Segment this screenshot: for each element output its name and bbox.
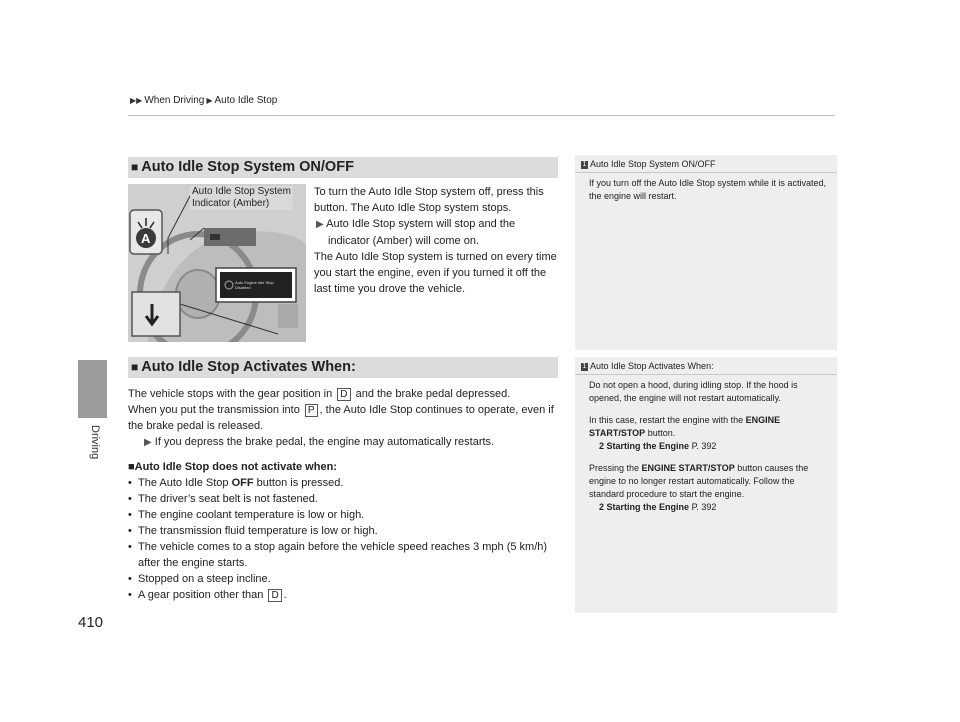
list-item: • The driver’s seat belt is not fastened. (128, 491, 560, 507)
figure-screen-line2: Disabled (235, 285, 251, 290)
breadcrumb-arrow-icon: ▶ (206, 96, 213, 105)
result-arrow-icon: ▶ (144, 437, 152, 448)
svg-text:A: A (141, 231, 151, 246)
section-heading-text: Auto Idle Stop Activates When: (141, 359, 356, 375)
breadcrumb-level2[interactable]: Auto Idle Stop (214, 95, 278, 106)
section1-result-text: Auto Idle Stop system will stop and the indicator (Amber) will come on. (326, 218, 516, 247)
subheading-square-icon: ■ (128, 461, 135, 473)
note-para2: In this case, restart the engine with the ENGINE START/STOP button. 2 Starting the Engine P. 392 (589, 415, 781, 451)
dashboard-figure (128, 184, 306, 342)
section-heading-text: Auto Idle Stop System ON/OFF (141, 159, 354, 175)
list-item: • A gear position other than D . (128, 587, 560, 603)
figure-screen-text (235, 280, 274, 290)
section2-body (128, 386, 560, 603)
note-ref-icon: 1 (582, 363, 587, 370)
note-title-text: Auto Idle Stop System ON/OFF (590, 159, 716, 169)
section2-line2: When you put the transmission into P , the Auto Idle Stop continues to operate, even if the brake pedal is released. (128, 404, 554, 432)
figure-callout-line1: Auto Idle Stop System (192, 186, 291, 197)
result-arrow-icon: ▶ (316, 219, 324, 230)
section2-line1: The vehicle stops with the gear position in D and the brake pedal depressed. (128, 388, 511, 400)
gear-p-indicator: P (305, 404, 318, 417)
list-item: • The vehicle comes to a stop again before the vehicle speed reaches 3 mph (5 km/h) after the engine starts. (128, 539, 560, 571)
note-body (575, 173, 837, 203)
header-divider (128, 115, 835, 116)
note-title (575, 357, 837, 375)
section1-result (314, 216, 558, 249)
gear-d-indicator: D (268, 589, 281, 602)
heading-square-icon: ■ (131, 160, 139, 174)
breadcrumb (128, 95, 277, 106)
list-item: • The transmission fluid temperature is low or high. (128, 523, 560, 539)
not-activate-list (128, 475, 560, 603)
note-para3: Pressing the ENGINE START/STOP button causes the engine to no longer restart automatically. Follow the standard procedure to start the engine. 2 Starting the Engine P. 392 (589, 463, 809, 512)
note-para1: Do not open a hood, during idling stop. If the hood is opened, the engine will not restart automatically. (589, 380, 798, 403)
note-title-text: Auto Idle Stop Activates When: (590, 361, 714, 371)
xref-starting-engine[interactable]: 2 Starting the Engine P. 392 (599, 502, 717, 512)
gear-d-indicator: D (337, 388, 350, 401)
list-item: • The engine coolant temperature is low or high. (128, 507, 560, 523)
section-heading-activates-when (128, 357, 558, 378)
note-title (575, 155, 837, 173)
page-number: 410 (78, 614, 104, 631)
chapter-label: Driving (89, 425, 101, 460)
subheading-not-activate: ■Auto Idle Stop does not activate when: (128, 461, 337, 473)
figure-screen-line1: Auto Engine Idle Stop (235, 280, 274, 285)
xref-arrow-icon: 2 (599, 441, 605, 451)
figure-callout-line2: Indicator (Amber) (192, 198, 270, 209)
list-item: • Stopped on a steep incline. (128, 571, 560, 587)
section1-para2: The Auto Idle Stop system is turned on every time you start the engine, even if you turned it off the last time you drove the vehicle. (314, 251, 557, 295)
section2-result-text: If you depress the brake pedal, the engine may automatically restarts. (154, 436, 495, 448)
note-activates-when (575, 357, 837, 613)
note-text: If you turn off the Auto Idle Stop system while it is activated, the engine will restart. (589, 178, 826, 201)
xref-starting-engine[interactable]: 2 Starting the Engine P. 392 (599, 441, 717, 451)
xref-arrow-icon: 2 (599, 502, 605, 512)
breadcrumb-arrow-icon: ▶▶ (130, 96, 143, 105)
figure-callout (190, 186, 293, 210)
note-ref-icon: 1 (582, 161, 587, 168)
breadcrumb-level1[interactable]: When Driving (144, 95, 205, 106)
section1-para1: To turn the Auto Idle Stop system off, press this button. The Auto Idle Stop system stops. (314, 186, 544, 214)
section1-body (314, 184, 558, 297)
chapter-tab (78, 360, 107, 418)
section-heading-system-onoff (128, 157, 558, 178)
section2-result (128, 434, 560, 451)
list-item: • The Auto Idle Stop OFF button is pressed. (128, 475, 560, 491)
note-body (575, 375, 837, 514)
note-system-onoff (575, 155, 837, 350)
heading-square-icon: ■ (131, 360, 139, 374)
